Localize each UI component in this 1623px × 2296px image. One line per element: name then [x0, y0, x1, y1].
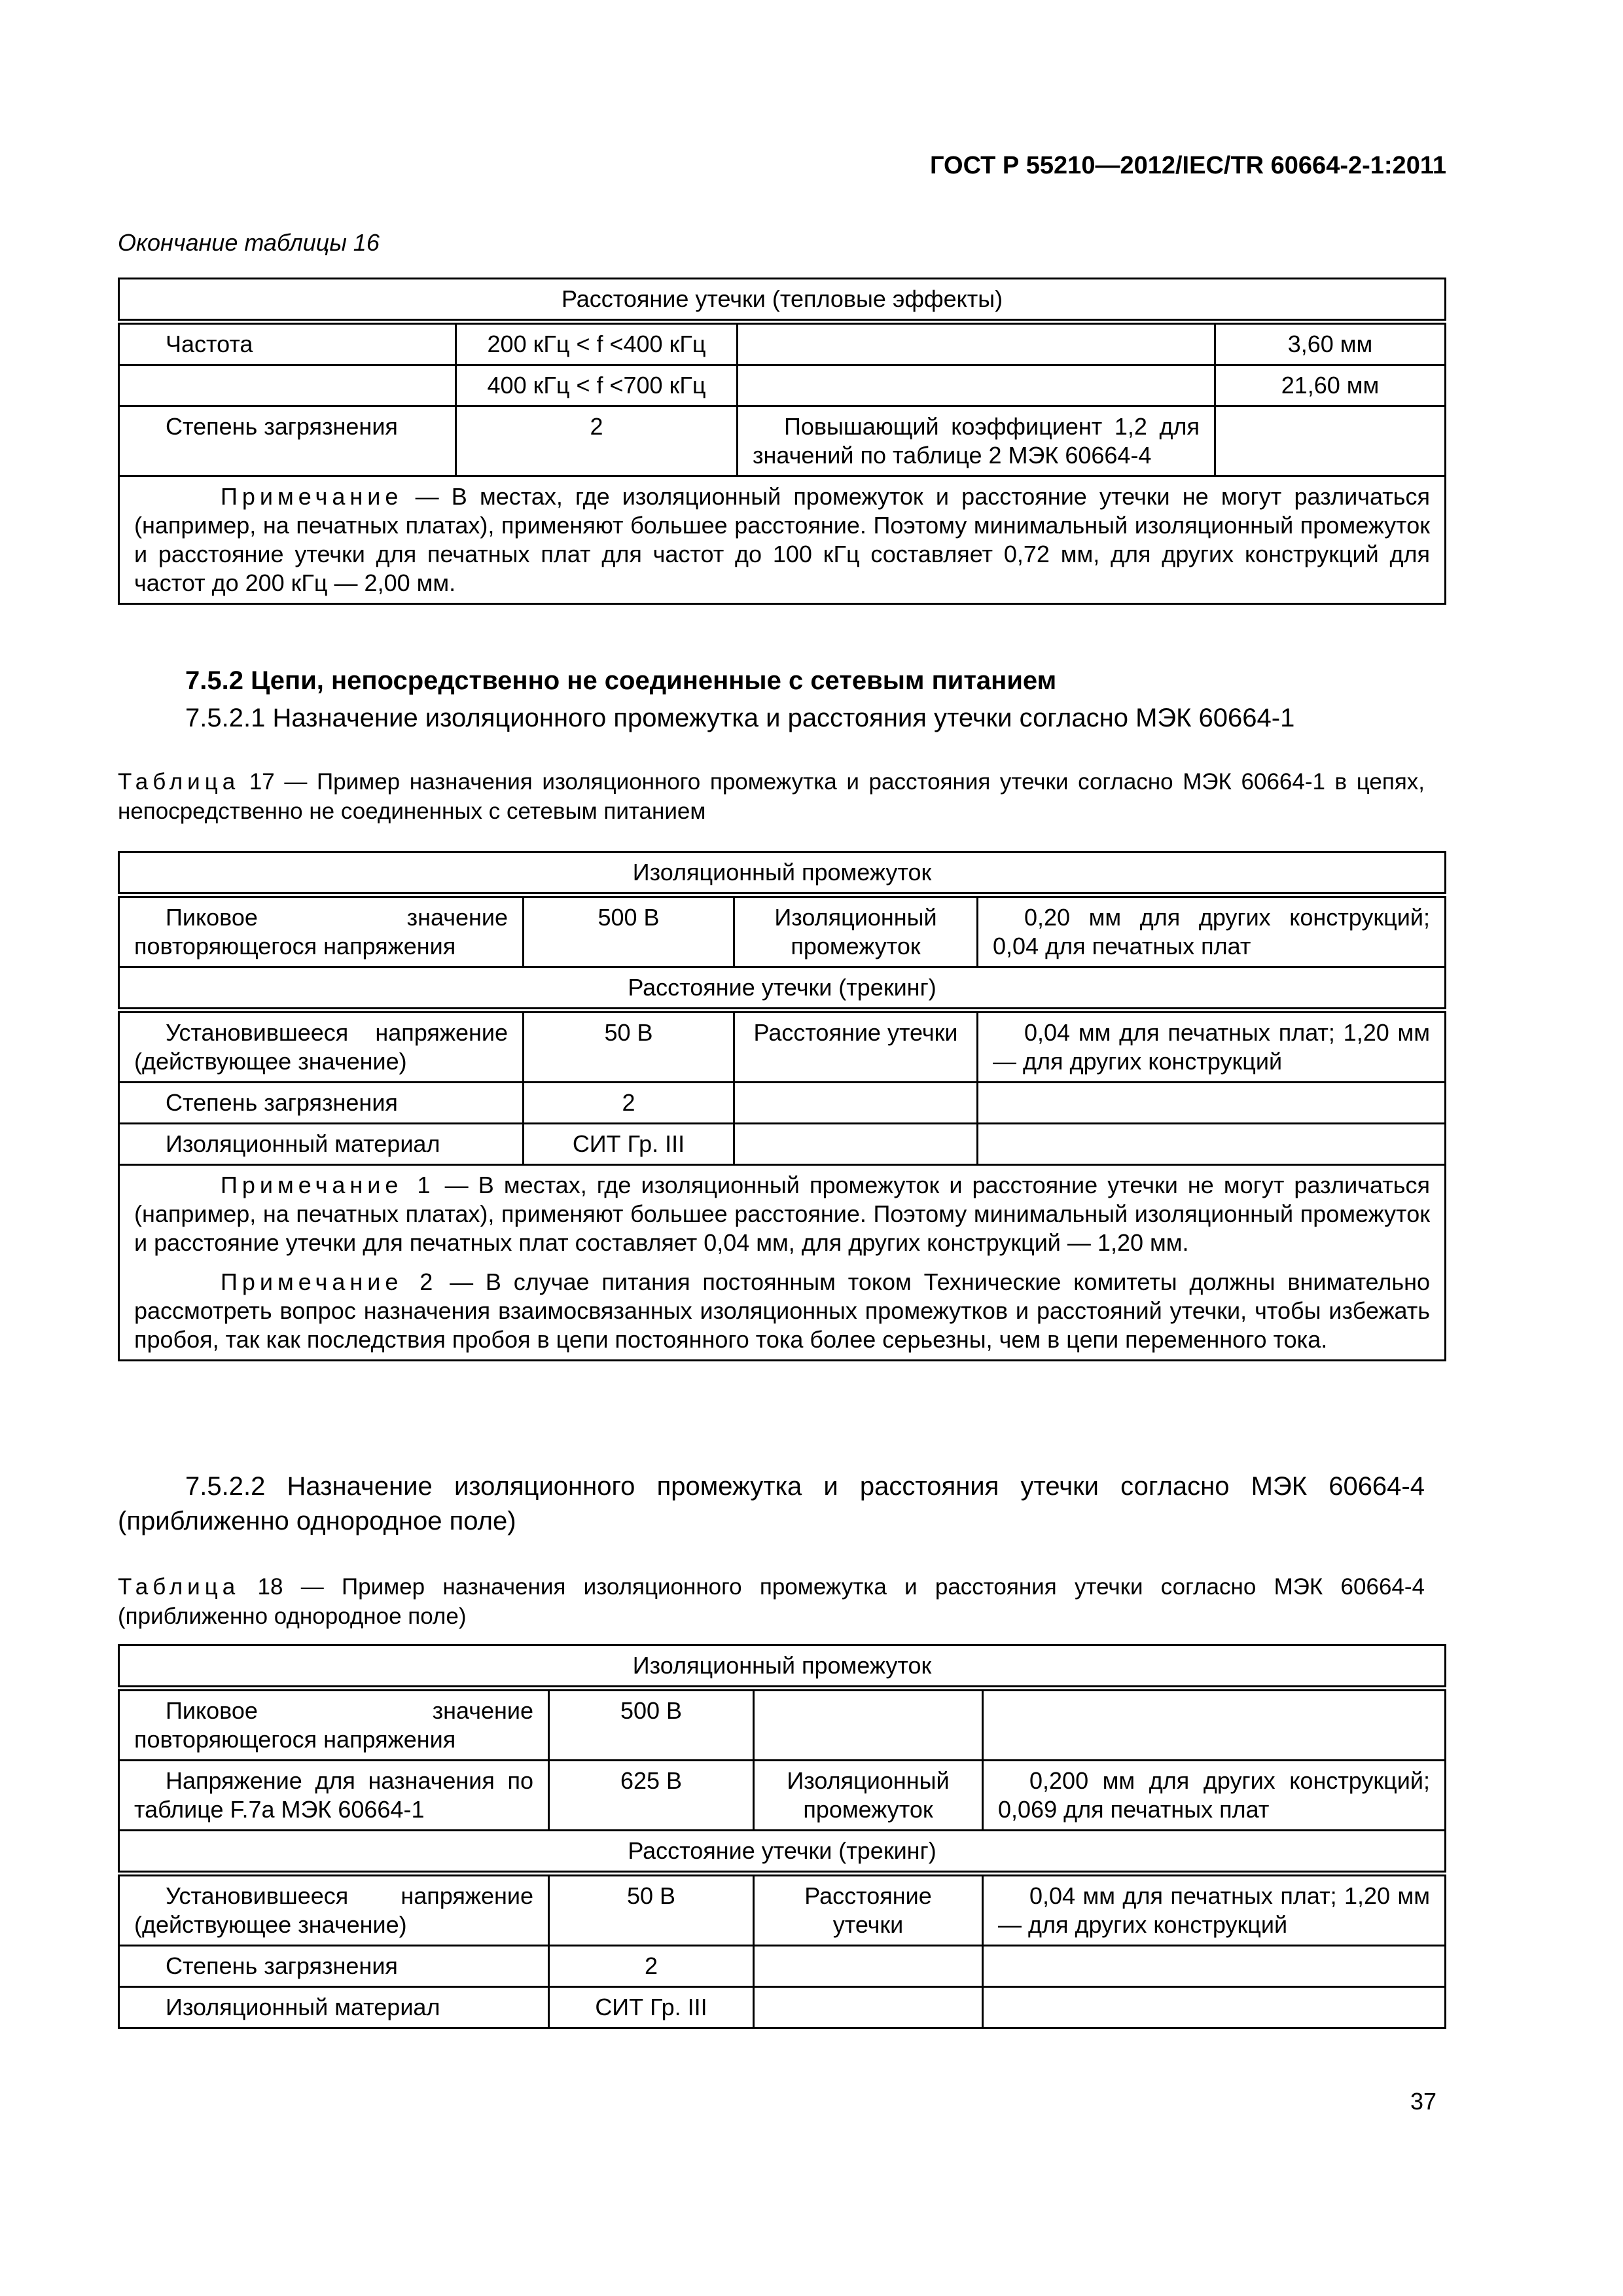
note-cell: [738, 322, 1215, 365]
value-cell: 200 кГц < f <400 кГц: [456, 322, 738, 365]
kind-cell: [734, 1083, 978, 1124]
kind-cell: Изоляционный промежуток: [754, 1761, 983, 1831]
result-cell: [983, 1987, 1446, 2028]
note-cell: [738, 365, 1215, 406]
section-heading: 7.5.2 Цепи, непосредственно не соединенные с сетевым питанием: [185, 666, 1057, 695]
result-cell: 0,20 мм для других конструкций; 0,04 для печатных плат: [978, 895, 1446, 967]
param-cell: Пиковое значение повторяющегося напряжения: [119, 895, 524, 967]
param-cell: Установившееся напряжение (действующее значение): [119, 1874, 549, 1946]
param-cell: Изоляционный материал: [119, 1987, 549, 2028]
param-cell: Напряжение для назначения по таблице F.7a МЭК 60664-1: [119, 1761, 549, 1831]
kind-cell: [754, 1987, 983, 2028]
subsection-heading: 7.5.2.1 Назначение изоляционного промежутка и расстояния утечки согласно МЭК 60664-1: [185, 704, 1295, 732]
document-code: ГОСТ Р 55210—2012/IEC/TR 60664-2-1:2011: [930, 152, 1446, 179]
table-16-end: [118, 278, 1446, 605]
table-label: Таблица: [118, 769, 240, 795]
param-cell: [119, 365, 456, 406]
kind-cell: [754, 1689, 983, 1761]
table-17-title: [118, 767, 1425, 826]
value-cell: 50 В: [549, 1874, 754, 1946]
kind-cell: Расстояние утечки: [754, 1874, 983, 1946]
table-section-header: Расстояние утечки (трекинг): [119, 967, 1446, 1011]
value-cell: СИТ Гр. III: [549, 1987, 754, 2028]
param-cell: Степень загрязнения: [119, 1083, 524, 1124]
result-cell: 0,04 мм для печатных плат; 1,20 мм — для других конструкций: [978, 1011, 1446, 1083]
param-cell: Установившееся напряжение (действующее значение): [119, 1011, 524, 1083]
value-cell: 625 В: [549, 1761, 754, 1831]
note-label: Примечание 2: [221, 1268, 438, 1295]
table-row: [119, 322, 1446, 365]
table-row: [119, 1124, 1446, 1165]
table-label: Таблица: [118, 1574, 240, 1600]
value-cell: 2: [524, 1083, 734, 1124]
table-note: [119, 476, 1446, 604]
result-cell: [983, 1689, 1446, 1761]
table-row: [119, 1689, 1446, 1761]
kind-cell: [734, 1124, 978, 1165]
table-row: [119, 1011, 1446, 1083]
table-continuation-caption: Окончание таблицы 16: [118, 229, 380, 256]
value-cell: 500 В: [549, 1689, 754, 1761]
value-cell: 500 В: [524, 895, 734, 967]
note-cell: Повышающий коэффициент 1,2 для значений по таблице 2 МЭК 60664-4: [738, 406, 1215, 476]
subsection-heading: 7.5.2.2 Назначение изоляционного промежутка и расстояния утечки согласно МЭК 60664-4 (приближенно однородное поле): [118, 1472, 1425, 1535]
value-cell: 400 кГц < f <700 кГц: [456, 365, 738, 406]
result-cell: [983, 1946, 1446, 1987]
table-notes: [119, 1165, 1446, 1361]
table-section-header: Изоляционный промежуток: [119, 852, 1446, 895]
table-row: [119, 1946, 1446, 1987]
param-cell: Пиковое значение повторяющегося напряжения: [119, 1689, 549, 1761]
result-cell: 0,200 мм для других конструкций; 0,069 для печатных плат: [983, 1761, 1446, 1831]
value-cell: 2: [456, 406, 738, 476]
table-18-title: [118, 1572, 1425, 1631]
table-section-header: Изоляционный промежуток: [119, 1645, 1446, 1689]
table-section-header: Расстояние утечки (трекинг): [119, 1831, 1446, 1874]
result-cell: [978, 1124, 1446, 1165]
table-row: [119, 406, 1446, 476]
note-text: — В случае питания постоянным током Технические комитеты должны внимательно рассмотреть вопрос назначения взаимосвязанных изоляционных промежутков и расстояний утечки, чтобы избежать пробоя, так как последствия пробоя в цепи постоянного тока более серьезны, чем в цепи переменного тока.: [134, 1268, 1431, 1353]
value-cell: 50 В: [524, 1011, 734, 1083]
note-text: — В местах, где изоляционный промежуток и расстояние утечки не могут различаться (например, на печатных платах), применяют большее расстояние. Поэтому минимальный изоляционный промежуток и расстояние утечки для печатных плат составляет 0,04 мм, для других конструкций — 1,20 мм.: [134, 1172, 1431, 1256]
param-cell: Степень загрязнения: [119, 1946, 549, 1987]
table-title-text: 17 — Пример назначения изоляционного промежутка и расстояния утечки согласно МЭК 60664-1 в цепях, непосредственно не соединенных с сетевым питанием: [118, 769, 1425, 824]
value-cell: СИТ Гр. III: [524, 1124, 734, 1165]
param-cell: Частота: [119, 322, 456, 365]
kind-cell: Расстояние утечки: [734, 1011, 978, 1083]
table-row: [119, 1083, 1446, 1124]
result-cell: 0,04 мм для печатных плат; 1,20 мм — для других конструкций: [983, 1874, 1446, 1946]
table-row: [119, 1874, 1446, 1946]
table-section-header: Расстояние утечки (тепловые эффекты): [119, 279, 1446, 322]
note-label: Примечание 1: [221, 1172, 435, 1198]
result-cell: [1215, 406, 1446, 476]
page-number: 37: [1410, 2088, 1436, 2115]
value-cell: 2: [549, 1946, 754, 1987]
note-text: — В местах, где изоляционный промежуток и расстояние утечки не могут различаться (например, на печатных платах), применяют большее расстояние. Поэтому минимальный изоляционный промежуток и расстояние утечки для печатных плат для частот до 100 кГц составляет 0,72 мм, для других конструкций для частот до 200 кГц — 2,00 мм.: [134, 483, 1431, 596]
table-row: [119, 1761, 1446, 1831]
result-cell: [978, 1083, 1446, 1124]
note-label: Примечание: [221, 483, 403, 510]
kind-cell: [754, 1946, 983, 1987]
table-title-text: 18 — Пример назначения изоляционного промежутка и расстояния утечки согласно МЭК 60664-4 (приближенно однородное поле): [118, 1574, 1425, 1629]
table-row: [119, 365, 1446, 406]
table-row: [119, 1987, 1446, 2028]
table-17: [118, 851, 1446, 1361]
kind-cell: Изоляционный промежуток: [734, 895, 978, 967]
table-row: [119, 895, 1446, 967]
result-cell: 3,60 мм: [1215, 322, 1446, 365]
param-cell: Изоляционный материал: [119, 1124, 524, 1165]
param-cell: Степень загрязнения: [119, 406, 456, 476]
result-cell: 21,60 мм: [1215, 365, 1446, 406]
table-18: [118, 1644, 1446, 2029]
